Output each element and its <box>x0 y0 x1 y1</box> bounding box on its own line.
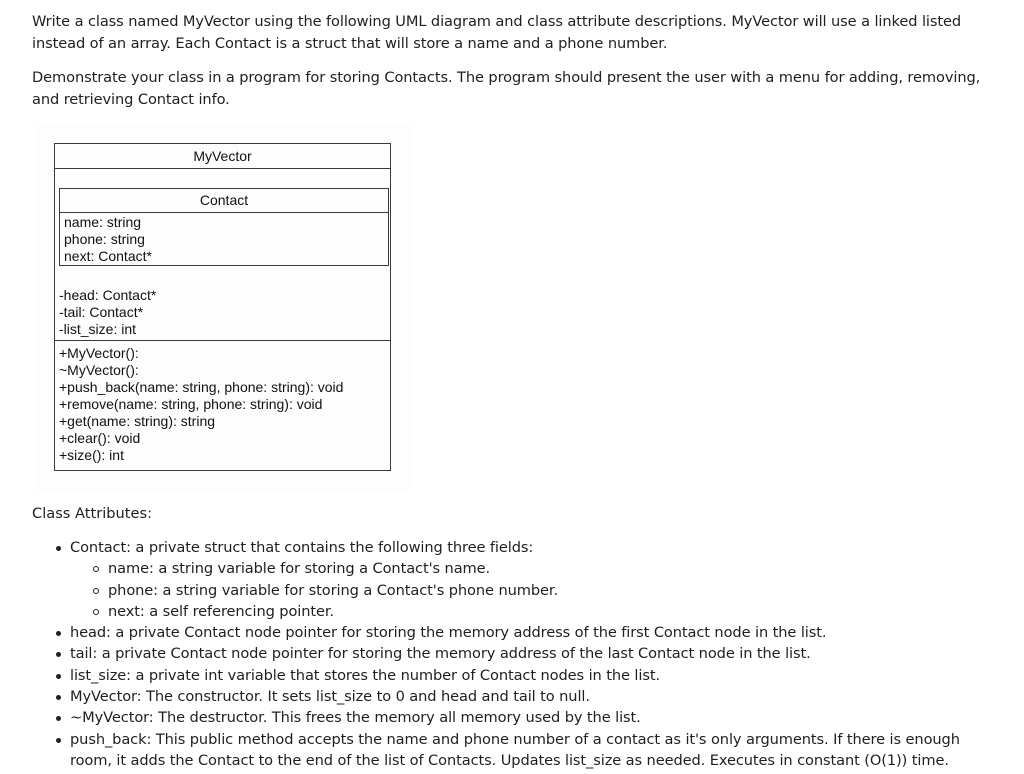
list-item: tail: a private Contact node pointer for storing the memory address of the last Contact node in the list. <box>70 643 1000 664</box>
uml-method: +MyVector(): <box>59 345 139 361</box>
uml-method: +get(name: string): string <box>59 413 216 429</box>
uml-methods <box>55 345 390 464</box>
uml-method: +clear(): void <box>59 430 141 446</box>
list-item-text: Contact: a private struct that contains the following three fields: <box>70 539 534 556</box>
sub-list-item: next: a self referencing pointer. <box>108 601 1000 622</box>
list-item: list_size: a private int variable that stores the number of Contact nodes in the list. <box>70 665 1000 686</box>
uml-method: +size(): int <box>59 447 124 463</box>
uml-nested-struct-box <box>59 188 389 266</box>
sub-list <box>70 558 1000 622</box>
list-item <box>70 537 1000 622</box>
sub-list-item: phone: a string variable for storing a Contact's phone number. <box>108 580 1000 601</box>
class-attributes-list <box>70 537 1000 771</box>
sub-list-item: name: a string variable for storing a Contact's name. <box>108 558 1000 579</box>
uml-nested-struct-name: Contact <box>60 189 388 213</box>
uml-attribute: -list_size: int <box>59 321 137 337</box>
uml-class-name: MyVector <box>55 144 390 169</box>
uml-nested-fields <box>60 213 388 265</box>
list-item: head: a private Contact node pointer for storing the memory address of the first Contact node in the list. <box>70 622 1000 643</box>
list-item: MyVector: The constructor. It sets list_size to 0 and head and tail to null. <box>70 686 1000 707</box>
list-item: push_back: This public method accepts the name and phone number of a contact as it's only arguments. If there is enough room, it adds the Contact to the end of the list of Contacts. Updates list_size as needed. Executes in constant (O(1)) time. <box>70 729 1000 772</box>
uml-divider <box>55 340 390 341</box>
uml-method: +push_back(name: string, phone: string): void <box>59 379 344 395</box>
uml-attribute: -head: Contact* <box>59 287 157 303</box>
class-attributes-heading: Class Attributes: <box>32 505 152 522</box>
uml-method: ~MyVector(): <box>59 362 139 378</box>
uml-method: +remove(name: string, phone: string): void <box>59 396 323 412</box>
uml-class-box <box>54 143 391 471</box>
uml-attribute: -tail: Contact* <box>59 304 144 320</box>
uml-diagram-image <box>34 123 412 491</box>
uml-attributes <box>55 287 390 338</box>
uml-nested-field: next: Contact* <box>64 248 152 264</box>
uml-nested-field: phone: string <box>64 231 145 247</box>
list-item: ~MyVector: The destructor. This frees the memory all memory used by the list. <box>70 707 1000 728</box>
uml-nested-field: name: string <box>64 214 142 230</box>
intro-paragraph-1: Write a class named MyVector using the following UML diagram and class attribute descriptions. MyVector will use a linked listed instead of an array. Each Contact is a struct that will store a name and a phone number. <box>32 13 962 52</box>
intro-paragraph-2: Demonstrate your class in a program for storing Contacts. The program should present the user with a menu for adding, removing, and retrieving Contact info. <box>32 69 981 108</box>
